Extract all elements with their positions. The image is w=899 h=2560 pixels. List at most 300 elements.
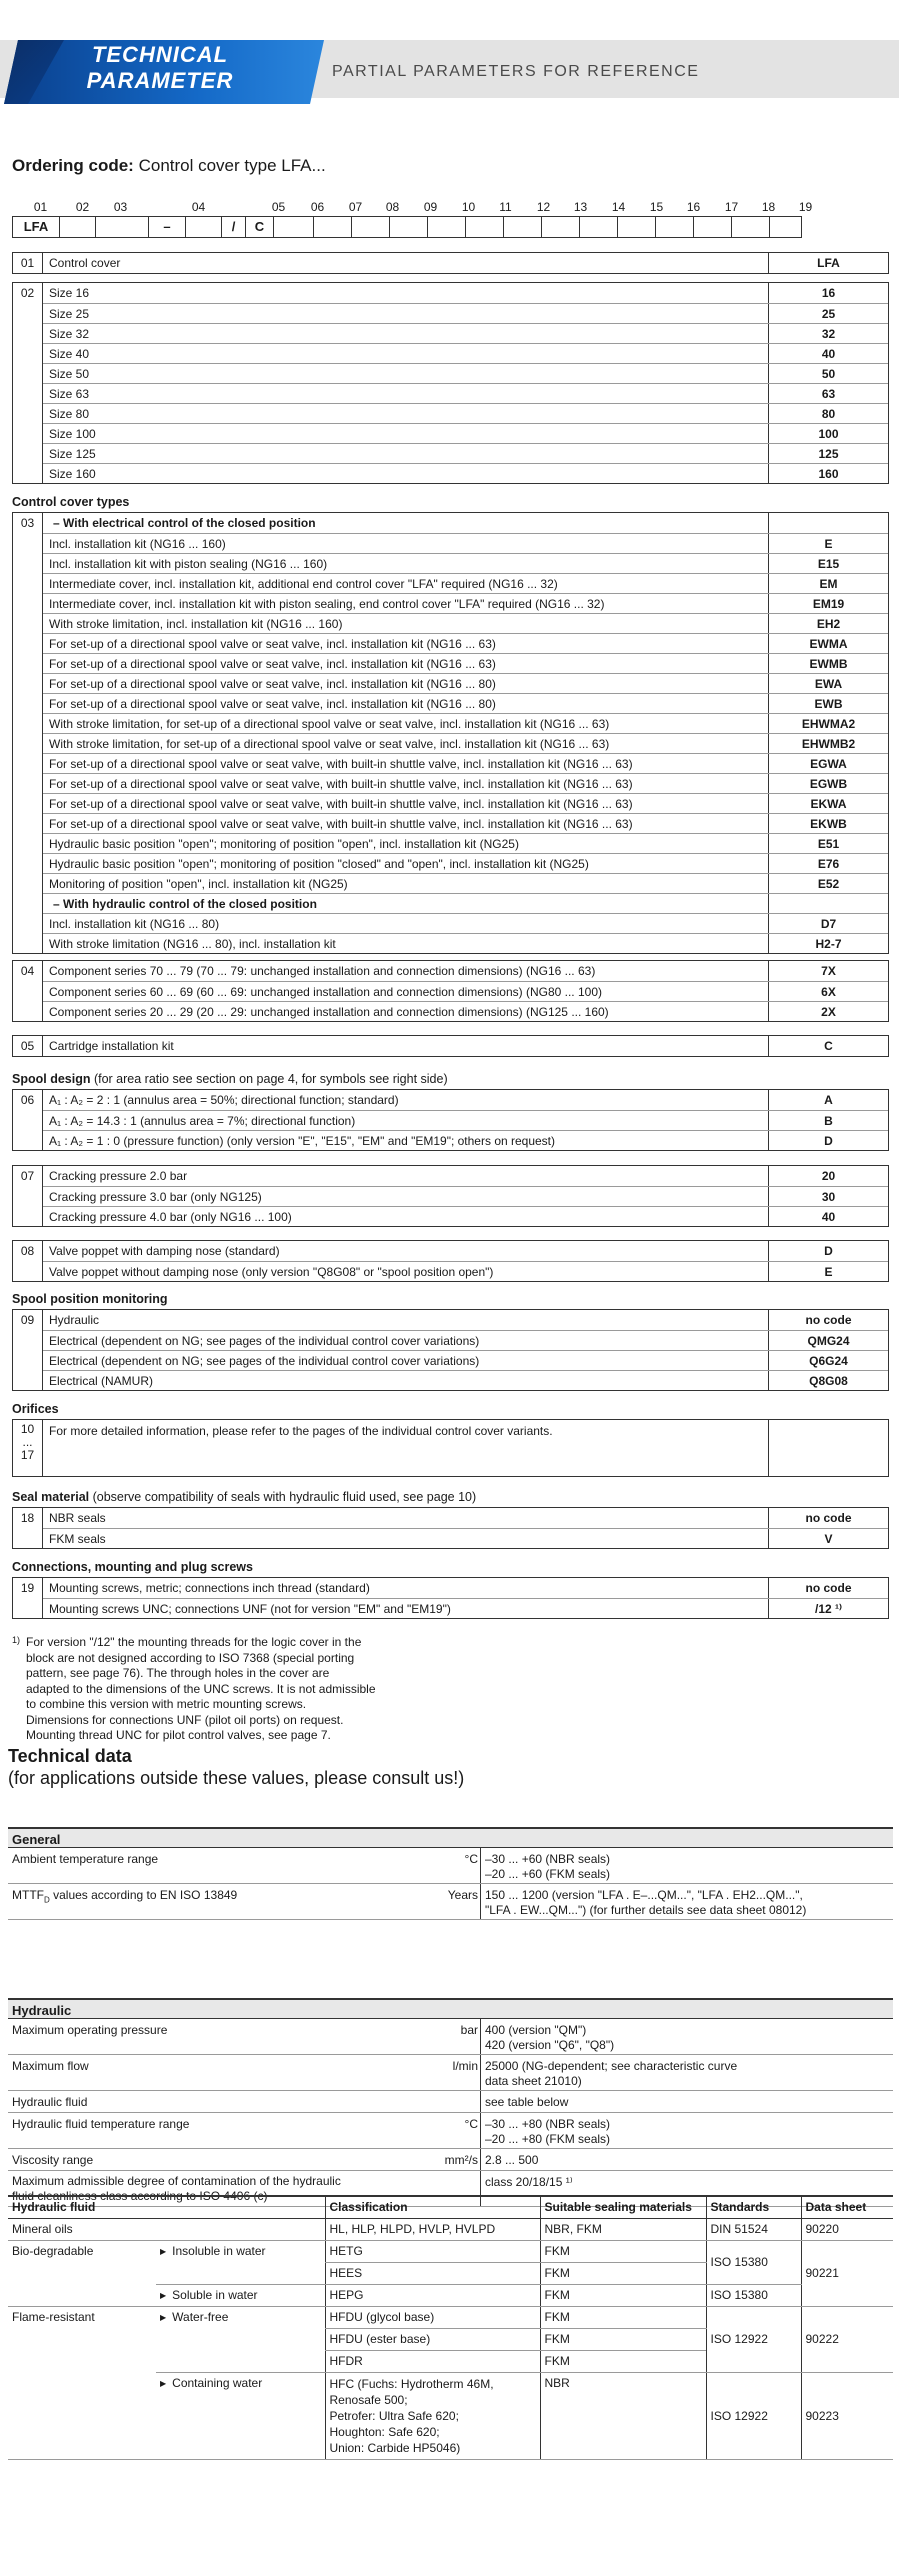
ordering-code-box	[95, 217, 148, 237]
option-row	[13, 363, 888, 383]
param-line: fluid cleanliness class according to ISO 4406 (c)	[12, 2189, 268, 2203]
option-row	[13, 1528, 888, 1548]
class-line: Union: Carbide HP5046)	[329, 2441, 461, 2455]
option-code: QMG24	[768, 1331, 888, 1350]
table-08-valve-poppet	[12, 1240, 889, 1282]
value-line: 150 ... 1200 (version "LFA . E–...QM...", "LFA . EH2...QM...",	[485, 1888, 803, 1902]
option-row	[13, 753, 888, 773]
value-line: 2.8 ... 500	[485, 2153, 539, 2167]
option-code: EGWA	[768, 754, 888, 773]
option-code: 40	[768, 344, 888, 363]
option-code: 6X	[768, 982, 888, 1001]
option-row	[13, 961, 888, 981]
option-code: EKWB	[768, 814, 888, 833]
ordering-position-number: 07	[348, 200, 363, 214]
option-description: Control cover	[49, 256, 121, 270]
table-01-control-cover	[12, 252, 889, 274]
option-description: Size 100	[49, 427, 96, 441]
technical-data-subtitle: (for applications outside these values, please consult us!)	[8, 1768, 465, 1788]
table-number-ellipsis: ...	[22, 1435, 33, 1449]
footnote	[12, 1635, 442, 1744]
option-row	[13, 713, 888, 733]
option-description: Size 25	[49, 307, 90, 321]
option-description: Valve poppet with damping nose (standard)	[49, 1244, 280, 1258]
option-row	[13, 573, 888, 593]
option-code: 80	[768, 404, 888, 423]
general-heading: General	[8, 1827, 893, 1848]
option-code: D7	[768, 914, 888, 933]
param-value	[480, 2149, 542, 2170]
param-value	[480, 1884, 810, 1919]
technical-data-title: Technical data	[8, 1746, 132, 1766]
fluid-datasheet: 90221	[801, 2241, 893, 2307]
col-hydraulic-fluid: Hydraulic fluid	[8, 2196, 325, 2219]
section-seal-material	[12, 1490, 476, 1506]
option-code: E	[768, 534, 888, 553]
fluid-class: HFDU (ester base)	[325, 2329, 540, 2351]
ordering-code-box	[59, 217, 95, 237]
section-control-cover-types: Control cover types	[12, 495, 130, 509]
ordering-position-number: 08	[385, 200, 400, 214]
option-description: Size 125	[49, 447, 96, 461]
fluid-class	[325, 2373, 540, 2460]
table-10-17-orifices	[12, 1419, 889, 1477]
fluid-seal: NBR, FKM	[540, 2219, 706, 2241]
option-code: 160	[768, 464, 888, 483]
table-number: 02	[13, 283, 43, 483]
option-row	[13, 1578, 888, 1598]
option-description: Incl. installation kit (NG16 ... 80)	[49, 917, 220, 931]
fluid-standard: ISO 15380	[706, 2241, 801, 2285]
option-code: EM19	[768, 594, 888, 613]
option-code: B	[768, 1111, 888, 1130]
option-code: no code	[768, 1508, 888, 1528]
fluid-class: HFDR	[325, 2351, 540, 2373]
ordering-code-box: –	[148, 217, 185, 237]
data-row	[8, 1848, 893, 1884]
option-row	[13, 323, 888, 343]
option-row	[13, 383, 888, 403]
option-description: Size 63	[49, 387, 90, 401]
option-description: Size 16	[49, 286, 90, 300]
hydraulic-heading: Hydraulic	[8, 1998, 893, 2019]
option-row	[13, 1090, 888, 1110]
ordering-position-number: 17	[724, 200, 739, 214]
fluid-standard: DIN 51524	[706, 2219, 801, 2241]
class-line: Houghton: Safe 620;	[329, 2425, 440, 2439]
option-code: /12 ¹⁾	[768, 1599, 888, 1618]
option-row	[13, 613, 888, 633]
table-number: 01	[13, 253, 43, 273]
ordering-code-box	[579, 217, 617, 237]
option-code: 30	[768, 1187, 888, 1206]
option-description: For set-up of a directional spool valve or seat valve, with built-in shuttle valve, incl. installation kit (NG16 ... 63)	[49, 797, 633, 811]
fluid-datasheet: 90220	[801, 2219, 893, 2241]
ordering-position-number: 05	[271, 200, 286, 214]
option-code: 125	[768, 444, 888, 463]
general-data-table	[8, 1827, 893, 1920]
option-description: – With hydraulic control of the closed position	[53, 897, 317, 911]
option-description: Mounting screws UNC; connections UNF (not for version "EM" and "EM19")	[49, 1602, 451, 1616]
orifices-code-cell	[768, 1420, 888, 1476]
ordering-code-box	[389, 217, 427, 237]
param-name: Maximum flow	[12, 2059, 89, 2073]
ordering-position-number: 12	[536, 200, 551, 214]
option-code	[768, 513, 888, 533]
fluid-standard: ISO 12922	[706, 2307, 801, 2373]
option-row	[13, 893, 888, 913]
option-code: E52	[768, 874, 888, 893]
option-row	[13, 1508, 888, 1528]
option-code: E51	[768, 834, 888, 853]
value-line: –30 ... +60 (NBR seals)	[485, 1852, 611, 1866]
ordering-code-box	[465, 217, 503, 237]
ordering-position-number: 02	[75, 200, 90, 214]
param-value	[480, 2091, 572, 2112]
option-description: – With electrical control of the closed position	[53, 516, 316, 530]
option-code: E	[768, 1262, 888, 1281]
option-code: EWMB	[768, 654, 888, 673]
ordering-code-box	[617, 217, 655, 237]
ordering-position-number: 18	[761, 200, 776, 214]
ordering-code-box: /	[221, 217, 245, 237]
value-line: –30 ... +80 (NBR seals)	[485, 2117, 611, 2131]
option-row	[13, 981, 888, 1001]
option-row	[13, 283, 888, 303]
option-description: Electrical (dependent on NG; see pages of the individual control cover variations)	[49, 1334, 480, 1348]
option-description: A₁ : A₂ = 2 : 1 (annulus area = 50%; directional function; standard)	[49, 1093, 399, 1107]
section-spool-position-monitoring: Spool position monitoring	[12, 1292, 168, 1306]
fluid-seal: FKM	[540, 2329, 706, 2351]
param-unit: bar	[460, 2023, 478, 2037]
ordering-code-box	[351, 217, 389, 237]
footnote-line: Dimensions for connections UNF (pilot oil ports) on request.	[26, 1712, 344, 1727]
option-code: C	[768, 1036, 888, 1056]
ordering-code-box	[503, 217, 541, 237]
option-row	[13, 773, 888, 793]
ordering-position-number: 10	[461, 200, 476, 214]
option-row	[13, 633, 888, 653]
table-19-connections	[12, 1577, 889, 1619]
table-number: 07	[13, 1166, 43, 1226]
table-number	[13, 1420, 43, 1476]
option-description: Hydraulic	[49, 1313, 100, 1327]
footnote-line: Mounting thread UNC for pilot control valves, see page 7.	[26, 1728, 331, 1742]
option-row	[13, 443, 888, 463]
footnote-line: pattern, see page 76). The through holes in the cover are	[26, 1666, 330, 1680]
fluid-name: Bio-degradable	[8, 2241, 156, 2307]
value-line: 400 (version "QM")	[485, 2023, 587, 2037]
data-row	[8, 2091, 893, 2113]
footnote-line: block are not designed according to ISO 7368 (special porting	[26, 1650, 355, 1665]
fluid-seal: NBR	[540, 2373, 706, 2460]
option-description: Cracking pressure 3.0 bar (only NG125)	[49, 1190, 262, 1204]
option-row	[13, 1186, 888, 1206]
param-value	[480, 1848, 614, 1883]
ordering-code-box: C	[245, 217, 273, 237]
option-code: no code	[768, 1310, 888, 1330]
option-description: Intermediate cover, incl. installation kit, additional end control cover "LFA" required (NG16 ... 32)	[49, 577, 558, 591]
option-description: Hydraulic basic position "open"; monitoring of position "closed" and "open", incl. installation kit (NG25)	[49, 857, 589, 871]
ordering-position-number: 14	[611, 200, 626, 214]
param-name: Hydraulic fluid	[12, 2095, 88, 2109]
option-description: With stroke limitation (NG16 ... 80), incl. installation kit	[49, 937, 336, 951]
param-name: $MTTF_D$ values according to EN ISO 13849	[12, 1888, 238, 1905]
fluid-standard: ISO 15380	[706, 2285, 801, 2307]
option-row	[13, 1310, 888, 1330]
option-row	[13, 303, 888, 323]
option-description: Cartridge installation kit	[49, 1039, 174, 1053]
value-line: see table below	[485, 2095, 569, 2109]
option-description: Incl. installation kit with piston sealing (NG16 ... 160)	[49, 557, 328, 571]
fluid-class: HEPG	[325, 2285, 540, 2307]
data-row	[8, 2055, 893, 2091]
option-description: Hydraulic basic position "open"; monitoring of position "open", incl. installation kit (NG25)	[49, 837, 519, 851]
option-code: EM	[768, 574, 888, 593]
option-description: Mounting screws, metric; connections inch thread (standard)	[49, 1581, 370, 1595]
option-description: Component series 20 ... 29 (20 ... 29: unchanged installation and connection dimensions) (NG125 ... 160)	[49, 1005, 609, 1019]
option-description: Size 50	[49, 367, 90, 381]
seal-material-title: Seal material	[12, 1490, 90, 1504]
option-code: A	[768, 1090, 888, 1110]
option-description: Incl. installation kit (NG16 ... 160)	[49, 537, 226, 551]
value-line: –20 ... +60 (FKM seals)	[485, 1867, 611, 1881]
section-spool-design	[12, 1072, 448, 1088]
option-description: FKM seals	[49, 1532, 106, 1546]
hydraulic-fluid-table	[8, 2195, 893, 2460]
ordering-code-box	[313, 217, 351, 237]
param-unit: mm²/s	[444, 2153, 478, 2167]
option-row	[13, 693, 888, 713]
fluid-seal: FKM	[540, 2285, 706, 2307]
table-03-control-cover-types	[12, 512, 889, 954]
option-row	[13, 1598, 888, 1618]
ordering-position-number: 04	[191, 200, 206, 214]
option-code: H2-7	[768, 934, 888, 953]
value-line: data sheet 21010)	[485, 2074, 582, 2088]
option-description: A₁ : A₂ = 14.3 : 1 (annulus area = 7%; directional function)	[49, 1114, 356, 1128]
ordering-code-box	[655, 217, 693, 237]
ordering-code-box	[185, 217, 221, 237]
option-code: E15	[768, 554, 888, 573]
option-row	[13, 1001, 888, 1021]
option-description: NBR seals	[49, 1511, 106, 1525]
ordering-code-box	[273, 217, 313, 237]
option-row	[13, 423, 888, 443]
ordering-code-box: LFA	[23, 219, 49, 234]
param-name: Maximum operating pressure	[12, 2023, 168, 2037]
param-unit: l/min	[452, 2059, 478, 2073]
header-title-line2: PARAMETER	[86, 68, 234, 93]
header-subtitle: PARTIAL PARAMETERS FOR REFERENCE	[332, 63, 700, 80]
option-code: 40	[768, 1207, 888, 1226]
param-name: Hydraulic fluid temperature range	[12, 2117, 190, 2131]
option-row	[13, 813, 888, 833]
table-number: 09	[13, 1310, 43, 1390]
fluid-datasheet: 90222	[801, 2307, 893, 2373]
option-code: D	[768, 1131, 888, 1150]
option-description: With stroke limitation, incl. installation kit (NG16 ... 160)	[49, 617, 343, 631]
table-04-component-series	[12, 960, 889, 1022]
option-description: Intermediate cover, incl. installation kit with piston sealing, end control cover "LFA" required (NG16 ... 32)	[49, 597, 605, 611]
option-code: EWMA	[768, 634, 888, 653]
option-description: Electrical (NAMUR)	[49, 1374, 154, 1388]
option-code: EKWA	[768, 794, 888, 813]
fluid-seal: FKM	[540, 2351, 706, 2373]
option-row	[13, 653, 888, 673]
ordering-code-box	[541, 217, 579, 237]
col-classification: Classification	[325, 2196, 540, 2219]
table-number: 18	[13, 1508, 43, 1548]
option-description: Valve poppet without damping nose (only version "Q8G08" or "spool position open")	[49, 1265, 494, 1279]
option-code: D	[768, 1241, 888, 1261]
option-row	[13, 933, 888, 953]
param-line: Maximum admissible degree of contamination of the hydraulic	[12, 2174, 341, 2188]
option-code: V	[768, 1529, 888, 1548]
param-unit: °C	[464, 1852, 478, 1866]
option-description: Component series 70 ... 79 (70 ... 79: unchanged installation and connection dimensions) (NG16 ... 63)	[49, 964, 596, 978]
fluid-subtype: ▶ Soluble in water	[156, 2285, 325, 2307]
fluid-name: Flame-resistant	[8, 2307, 156, 2460]
option-code: E76	[768, 854, 888, 873]
fluid-class: HFDU (glycol base)	[325, 2307, 540, 2329]
option-row	[13, 853, 888, 873]
table-number: 08	[13, 1241, 43, 1281]
orifices-text: For more detailed information, please refer to the pages of the individual control cover variants.	[49, 1424, 553, 1438]
option-description: For set-up of a directional spool valve or seat valve, incl. installation kit (NG16 ... 80)	[49, 697, 496, 711]
option-row	[13, 463, 888, 483]
option-code: EH2	[768, 614, 888, 633]
option-row	[13, 833, 888, 853]
option-code: 100	[768, 424, 888, 443]
ordering-code-box	[693, 217, 731, 237]
value-line: "LFA . EW...QM...") (for further details see data sheet 08012)	[485, 1903, 807, 1917]
option-description: A₁ : A₂ = 1 : 0 (pressure function) (only version "E", "E15", "EM" and "EM19"; others on request)	[49, 1134, 556, 1148]
option-row	[13, 593, 888, 613]
option-code: 63	[768, 384, 888, 403]
option-row	[13, 1261, 888, 1281]
table-number: 06	[13, 1090, 43, 1150]
table-07-cracking-pressure	[12, 1165, 889, 1227]
ordering-position-number: 11	[499, 200, 512, 214]
col-standards: Standards	[706, 2196, 801, 2219]
ordering-position-number: 15	[649, 200, 664, 214]
option-description: Cracking pressure 2.0 bar	[49, 1169, 188, 1183]
option-description: Size 32	[49, 327, 90, 341]
table-row	[8, 2219, 893, 2241]
value-line: –20 ... +80 (FKM seals)	[485, 2132, 611, 2146]
fluid-class: HETG	[325, 2241, 540, 2263]
option-row	[13, 553, 888, 573]
option-row	[13, 1241, 888, 1261]
option-description: For set-up of a directional spool valve or seat valve, with built-in shuttle valve, incl. installation kit (NG16 ... 63)	[49, 777, 633, 791]
option-description: For set-up of a directional spool valve or seat valve, incl. installation kit (NG16 ... 80)	[49, 677, 496, 691]
table-09-spool-position-monitoring	[12, 1309, 889, 1391]
option-code: EHWMA2	[768, 714, 888, 733]
param-value	[480, 2055, 741, 2090]
option-code: Q6G24	[768, 1351, 888, 1370]
col-data-sheet: Data sheet	[801, 2196, 893, 2219]
fluid-datasheet: 90223	[801, 2373, 893, 2460]
option-row	[13, 1370, 888, 1390]
option-row	[13, 403, 888, 423]
data-row	[8, 2149, 893, 2171]
ordering-code-heading	[12, 155, 326, 176]
ordering-position-number: 01	[33, 200, 48, 214]
data-row	[8, 2113, 893, 2149]
spool-design-title: Spool design	[12, 1072, 91, 1086]
param-unit: Years	[447, 1888, 478, 1902]
option-row	[13, 1166, 888, 1186]
class-line: Renosafe 500;	[329, 2393, 408, 2407]
option-row	[13, 1110, 888, 1130]
option-row	[13, 533, 888, 553]
option-description: Component series 60 ... 69 (60 ... 69: unchanged installation and connection dimensions) (NG80 ... 100)	[49, 985, 602, 999]
option-code: 50	[768, 364, 888, 383]
seal-material-note: (observe compatibility of seals with hydraulic fluid used, see page 10)	[89, 1490, 477, 1504]
option-row	[13, 673, 888, 693]
table-number-17: 17	[20, 1448, 35, 1462]
option-code: EHWMB2	[768, 734, 888, 753]
table-05-cartridge-kit	[12, 1035, 889, 1057]
fluid-seal: FKM	[540, 2241, 706, 2263]
fluid-subtype: ▶ Insoluble in water	[156, 2241, 325, 2285]
ordering-code-box	[769, 217, 801, 237]
param-value	[480, 2019, 618, 2054]
ordering-position-number: 13	[573, 200, 588, 214]
option-row	[13, 1130, 888, 1150]
table-row	[8, 2241, 893, 2263]
option-description: For set-up of a directional spool valve or seat valve, with built-in shuttle valve, incl. installation kit (NG16 ... 63)	[49, 757, 633, 771]
option-description: With stroke limitation, for set-up of a directional spool valve or seat valve, incl. installation kit (NG16 ... 63)	[49, 717, 610, 731]
table-06-spool-design	[12, 1089, 889, 1151]
option-description: For set-up of a directional spool valve or seat valve, incl. installation kit (NG16 ... 63)	[49, 637, 496, 651]
option-row	[13, 793, 888, 813]
fluid-subtype: ▶ Containing water	[156, 2373, 325, 2460]
option-description: Cracking pressure 4.0 bar (only NG16 ... 100)	[49, 1210, 292, 1224]
table-row	[8, 2307, 893, 2329]
value-line: 420 (version "Q6", "Q8")	[485, 2038, 615, 2052]
option-description: With stroke limitation, for set-up of a directional spool valve or seat valve, incl. installation kit (NG16 ... 63)	[49, 737, 610, 751]
option-code: 25	[768, 304, 888, 323]
option-row	[13, 873, 888, 893]
section-connections: Connections, mounting and plug screws	[12, 1560, 253, 1574]
option-code: 16	[768, 283, 888, 303]
class-line: HFC (Fuchs: Hydrotherm 46M,	[329, 2377, 494, 2391]
ordering-position-number: 16	[686, 200, 701, 214]
fluid-seal: FKM	[540, 2307, 706, 2329]
option-description: Size 40	[49, 347, 90, 361]
option-code: 20	[768, 1166, 888, 1186]
fluid-class: HEES	[325, 2263, 540, 2285]
footnote-marker: 1)	[12, 1635, 21, 1645]
value-line: 25000 (NG-dependent; see characteristic curve	[485, 2059, 738, 2073]
option-row	[13, 733, 888, 753]
ordering-position-number: 06	[310, 200, 325, 214]
header-title	[60, 42, 260, 94]
ordering-code-boxes	[12, 216, 802, 238]
ordering-code-box	[731, 217, 769, 237]
header-title-line1: TECHNICAL	[91, 42, 229, 67]
param-value	[480, 2113, 614, 2148]
table-18-seal-material	[12, 1507, 889, 1549]
ordering-code-label: Ordering code:	[12, 156, 134, 175]
hydraulic-data-table	[8, 1998, 893, 2207]
option-row	[13, 253, 888, 273]
option-description: Size 160	[49, 467, 96, 481]
fluid-standard: ISO 12922	[706, 2373, 801, 2460]
table-number: 19	[13, 1578, 43, 1618]
